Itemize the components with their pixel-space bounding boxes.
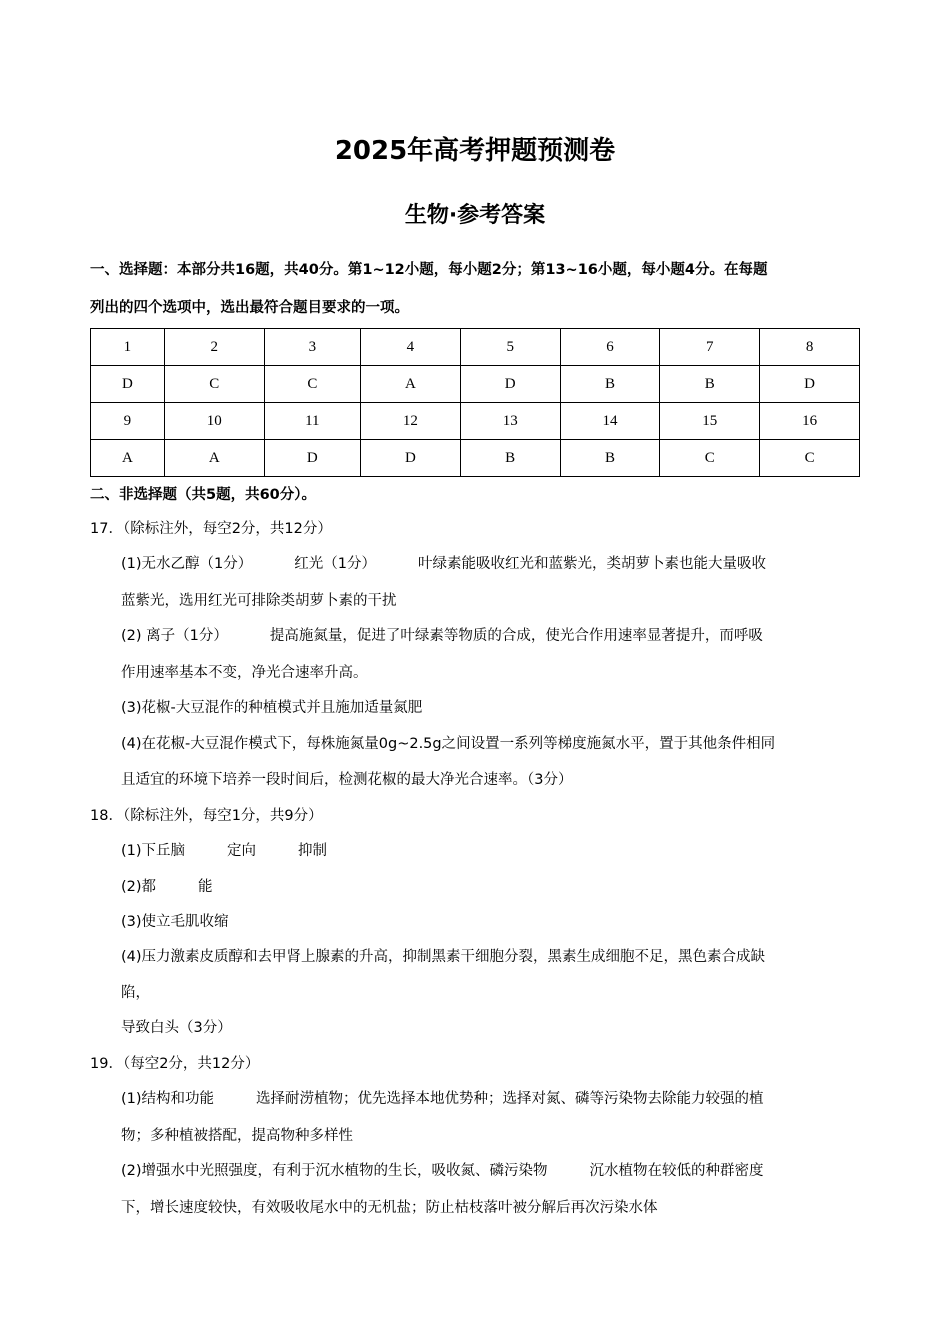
q17-answer-1b: 红光（1分） — [294, 556, 376, 572]
table-cell: B — [560, 366, 660, 403]
q18-answer-1b: 定向 — [227, 843, 257, 859]
table-cell: A — [361, 366, 461, 403]
table-cell: 3 — [264, 329, 360, 366]
q18-answer-1 — [121, 841, 327, 861]
table-cell: 16 — [760, 403, 860, 440]
table-row-answers-1 — [91, 366, 860, 403]
table-cell: C — [760, 440, 860, 477]
table-cell: 8 — [760, 329, 860, 366]
table-cell: 15 — [660, 403, 760, 440]
q17-answer-3: (3)花椒-大豆混作的种植模式并且施加适量氮肥 — [121, 700, 423, 716]
q17-answer-2b: 提高施氮量，促进了叶绿素等物质的合成，使光合作用速率显著提升，而呼吸 — [269, 628, 763, 644]
q19-header: 19．（每空2分，共12分） — [90, 1056, 260, 1072]
table-cell: B — [560, 440, 660, 477]
q18-answer-1a: (1)下丘脑 — [121, 843, 186, 859]
q17-answer-1-cont: 蓝紫光，选用红光可排除类胡萝卜素的干扰 — [121, 593, 397, 609]
table-cell: A — [91, 440, 165, 477]
q17-header: 17．（除标注外，每空2分，共12分） — [90, 521, 332, 537]
q19-answer-1b: 选择耐涝植物；优先选择本地优势种；选择对氮、磷等污染物去除能力较强的植 — [256, 1091, 764, 1107]
q19-answer-2a: (2)增强水中光照强度，有利于沉水植物的生长，吸收氮、磷污染物 — [121, 1163, 548, 1179]
table-cell: A — [164, 440, 264, 477]
q19-answer-1a: (1)结构和功能 — [121, 1091, 215, 1107]
table-row-numbers-1 — [91, 329, 860, 366]
q18-answer-2 — [121, 877, 213, 897]
table-cell: D — [361, 440, 461, 477]
section1-heading-line2: 列出的四个选项中，选出最符合题目要求的一项。 — [90, 300, 409, 316]
q17-answer-1a: (1)无水乙醇（1分） — [121, 556, 253, 572]
table-row-answers-2 — [91, 440, 860, 477]
table-cell: B — [460, 440, 560, 477]
q17-answer-2a: (2) 离子（1分） — [121, 628, 228, 644]
q18-answer-1c: 抑制 — [298, 843, 328, 859]
q18-answer-2b: 能 — [198, 879, 213, 895]
q18-answer-4: (4)压力激素皮质醇和去甲肾上腺素的升高，抑制黑素干细胞分裂，黑素生成细胞不足，黑色素合成缺 — [121, 949, 766, 965]
table-cell: 7 — [660, 329, 760, 366]
table-row-numbers-2 — [91, 403, 860, 440]
table-cell: C — [164, 366, 264, 403]
table-cell: D — [760, 366, 860, 403]
table-cell: D — [264, 440, 360, 477]
table-cell: C — [660, 440, 760, 477]
q18-answer-3: (3)使立毛肌收缩 — [121, 914, 229, 930]
table-cell: 5 — [460, 329, 560, 366]
q17-answer-2 — [121, 626, 763, 646]
table-cell: 12 — [361, 403, 461, 440]
table-cell: 4 — [361, 329, 461, 366]
q17-answer-4: (4)在花椒-大豆混作模式下，每株施氮量0g~2.5g之间设置一系列等梯度施氮水平，置于其他条件相同 — [121, 736, 776, 752]
page-title: 2025年高考押题预测卷 — [334, 136, 616, 166]
q17-answer-2-cont: 作用速率基本不变，净光合速率升高。 — [121, 665, 368, 681]
table-cell: B — [660, 366, 760, 403]
q19-answer-2 — [121, 1161, 764, 1181]
q17-answer-1 — [121, 554, 766, 574]
page-subtitle: 生物·参考答案 — [404, 203, 546, 228]
q19-answer-2-cont: 下，增长速度较快，有效吸收尾水中的无机盐；防止枯枝落叶被分解后再次污染水体 — [121, 1200, 658, 1216]
section1-heading-line1: 一、选择题：本部分共16题，共40分。第1~12小题，每小题2分；第13~16小题，每小题4分。在每题 — [90, 262, 768, 278]
q19-answer-1-cont: 物；多种植被搭配，提高物种多样性 — [121, 1128, 353, 1144]
q18-answer-4-cont2: 导致白头（3分） — [121, 1020, 232, 1036]
table-cell: 2 — [164, 329, 264, 366]
table-cell: 9 — [91, 403, 165, 440]
q19-answer-1 — [121, 1089, 764, 1109]
q18-answer-2a: (2)都 — [121, 879, 157, 895]
q17-answer-4-cont: 且适宜的环境下培养一段时间后，检测花椒的最大净光合速率。（3分） — [121, 772, 573, 788]
table-cell: 6 — [560, 329, 660, 366]
section2-heading: 二、非选择题（共5题，共60分）。 — [90, 487, 317, 503]
q18-answer-4-cont: 陷， — [121, 985, 150, 1001]
table-cell: 10 — [164, 403, 264, 440]
table-cell: 1 — [91, 329, 165, 366]
table-cell: 14 — [560, 403, 660, 440]
table-cell: 13 — [460, 403, 560, 440]
q18-header: 18．（除标注外，每空1分，共9分） — [90, 808, 323, 824]
q17-answer-1c: 叶绿素能吸收红光和蓝紫光，类胡萝卜素也能大量吸收 — [418, 556, 766, 572]
table-cell: D — [460, 366, 560, 403]
table-cell: 11 — [264, 403, 360, 440]
table-cell: C — [264, 366, 360, 403]
answer-table — [90, 328, 860, 477]
q19-answer-2b: 沉水植物在较低的种群密度 — [589, 1163, 764, 1179]
table-cell: D — [91, 366, 165, 403]
